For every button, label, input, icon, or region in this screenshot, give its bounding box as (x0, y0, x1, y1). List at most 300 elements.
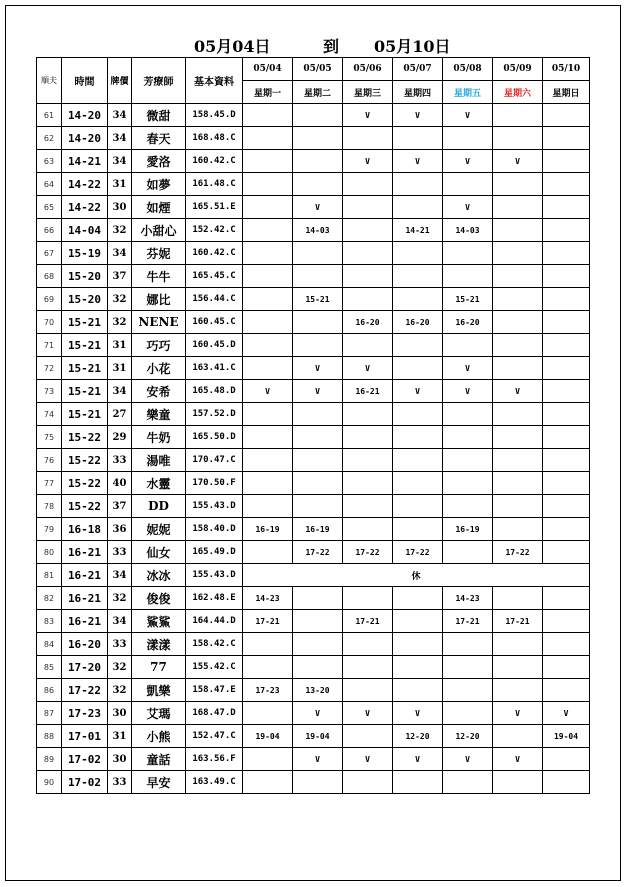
row-tag: 34 (108, 564, 132, 587)
row-info: 158.40.D (186, 518, 243, 541)
table-row (37, 357, 590, 380)
day-cell (443, 265, 493, 288)
day-cell (493, 127, 543, 150)
day-cell: V (543, 702, 590, 725)
day-cell (543, 449, 590, 472)
row-info: 158.42.C (186, 633, 243, 656)
day-cell (493, 449, 543, 472)
day-cell (493, 311, 543, 334)
row-number: 82 (37, 587, 62, 610)
row-time: 15-20 (62, 265, 108, 288)
day-cell: 17-22 (393, 541, 443, 564)
day-cell (343, 656, 393, 679)
day-cell (443, 679, 493, 702)
day-cell: V (343, 357, 393, 380)
day-cell (543, 357, 590, 380)
row-time: 15-20 (62, 288, 108, 311)
table-row (37, 472, 590, 495)
row-therapist-name: 小甜心 (132, 219, 186, 242)
row-therapist-name: DD (132, 495, 186, 518)
row-tag: 32 (108, 679, 132, 702)
day-cell (343, 219, 393, 242)
table-row (37, 403, 590, 426)
day-cell (493, 334, 543, 357)
day-cell (543, 495, 590, 518)
day-cell (293, 311, 343, 334)
row-number: 83 (37, 610, 62, 633)
day-cell (443, 426, 493, 449)
day-cell (493, 196, 543, 219)
day-cell (243, 472, 293, 495)
row-tag: 33 (108, 771, 132, 794)
day-cell: V (443, 380, 493, 403)
day-cell (493, 426, 543, 449)
day-cell: 17-23 (243, 679, 293, 702)
row-time: 14-04 (62, 219, 108, 242)
header-weekday: 星期五 (443, 81, 493, 104)
table-row (37, 748, 590, 771)
row-info: 156.44.C (186, 288, 243, 311)
day-cell: V (343, 104, 393, 127)
row-tag: 33 (108, 541, 132, 564)
header-weekday: 星期二 (293, 81, 343, 104)
row-number: 87 (37, 702, 62, 725)
row-info: 163.49.C (186, 771, 243, 794)
day-cell (493, 518, 543, 541)
day-cell: V (443, 357, 493, 380)
row-therapist-name: 樂童 (132, 403, 186, 426)
row-therapist-name: 牛牛 (132, 265, 186, 288)
row-therapist-name: 春天 (132, 127, 186, 150)
day-cell (443, 702, 493, 725)
row-therapist-name: NENE (132, 311, 186, 334)
row-info: 160.45.D (186, 334, 243, 357)
header-weekday: 星期六 (493, 81, 543, 104)
day-cell (293, 426, 343, 449)
day-cell: 19-04 (293, 725, 343, 748)
day-cell: V (493, 748, 543, 771)
day-cell (543, 518, 590, 541)
row-therapist-name: 湯唯 (132, 449, 186, 472)
day-cell (343, 196, 393, 219)
day-cell: V (393, 380, 443, 403)
row-tag: 37 (108, 495, 132, 518)
row-number: 78 (37, 495, 62, 518)
day-cell (343, 403, 393, 426)
row-therapist-name: 小熊 (132, 725, 186, 748)
day-cell: V (493, 380, 543, 403)
day-cell: 14-23 (243, 587, 293, 610)
row-time: 17-23 (62, 702, 108, 725)
table-row (37, 610, 590, 633)
day-cell: V (343, 748, 393, 771)
row-info: 155.43.D (186, 495, 243, 518)
row-therapist-name: 早安 (132, 771, 186, 794)
table-row (37, 656, 590, 679)
row-time: 17-02 (62, 771, 108, 794)
day-cell (493, 472, 543, 495)
row-rest-note: 休 (243, 564, 590, 587)
day-cell (393, 656, 443, 679)
day-cell (243, 242, 293, 265)
table-row (37, 242, 590, 265)
row-number: 79 (37, 518, 62, 541)
row-info: 168.47.D (186, 702, 243, 725)
row-time: 16-21 (62, 564, 108, 587)
day-cell: V (293, 357, 343, 380)
row-therapist-name: 安希 (132, 380, 186, 403)
day-cell: 17-21 (243, 610, 293, 633)
header-seq: 順夫 (37, 58, 62, 104)
row-therapist-name: 童話 (132, 748, 186, 771)
header-date: 05/05 (293, 58, 343, 81)
day-cell (393, 679, 443, 702)
day-cell (293, 633, 343, 656)
day-cell (243, 449, 293, 472)
day-cell (243, 311, 293, 334)
row-info: 152.42.C (186, 219, 243, 242)
row-info: 170.50.F (186, 472, 243, 495)
day-cell (343, 242, 393, 265)
day-cell: 19-04 (243, 725, 293, 748)
day-cell (243, 288, 293, 311)
header-tag: 牌價 (108, 58, 132, 104)
row-tag: 30 (108, 702, 132, 725)
row-info: 158.47.E (186, 679, 243, 702)
row-info: 155.42.C (186, 656, 243, 679)
row-number: 76 (37, 449, 62, 472)
table-row (37, 173, 590, 196)
row-time: 15-21 (62, 334, 108, 357)
row-time: 14-21 (62, 150, 108, 173)
day-cell (443, 127, 493, 150)
row-tag: 31 (108, 334, 132, 357)
day-cell (243, 357, 293, 380)
row-number: 86 (37, 679, 62, 702)
day-cell (293, 150, 343, 173)
schedule-body (37, 104, 590, 794)
row-time: 14-22 (62, 196, 108, 219)
row-time: 15-22 (62, 495, 108, 518)
day-cell (443, 403, 493, 426)
row-tag: 31 (108, 357, 132, 380)
row-tag: 27 (108, 403, 132, 426)
row-info: 165.49.D (186, 541, 243, 564)
day-cell (343, 426, 393, 449)
row-therapist-name: 芬妮 (132, 242, 186, 265)
row-tag: 34 (108, 242, 132, 265)
row-tag: 34 (108, 380, 132, 403)
day-cell (543, 380, 590, 403)
day-cell: V (293, 380, 343, 403)
row-info: 163.56.F (186, 748, 243, 771)
day-cell (393, 173, 443, 196)
day-cell (543, 771, 590, 794)
row-tag: 33 (108, 633, 132, 656)
day-cell (393, 518, 443, 541)
day-cell: V (393, 702, 443, 725)
day-cell (543, 219, 590, 242)
row-number: 84 (37, 633, 62, 656)
day-cell (443, 633, 493, 656)
day-cell (243, 748, 293, 771)
day-cell (393, 426, 443, 449)
day-cell (393, 127, 443, 150)
row-number: 71 (37, 334, 62, 357)
table-row (37, 725, 590, 748)
row-therapist-name: 如煙 (132, 196, 186, 219)
day-cell: 12-20 (393, 725, 443, 748)
day-cell (343, 633, 393, 656)
day-cell (293, 449, 343, 472)
row-time: 17-20 (62, 656, 108, 679)
row-number: 64 (37, 173, 62, 196)
row-time: 17-22 (62, 679, 108, 702)
table-row (37, 311, 590, 334)
day-cell (543, 541, 590, 564)
row-info: 152.47.C (186, 725, 243, 748)
row-therapist-name: 妮妮 (132, 518, 186, 541)
day-cell: 13-20 (293, 679, 343, 702)
day-cell (393, 771, 443, 794)
row-therapist-name: 娜比 (132, 288, 186, 311)
row-time: 15-22 (62, 472, 108, 495)
day-cell (293, 127, 343, 150)
day-cell (243, 403, 293, 426)
day-cell (543, 265, 590, 288)
row-time: 15-21 (62, 311, 108, 334)
row-number: 61 (37, 104, 62, 127)
table-row (37, 679, 590, 702)
day-cell (443, 242, 493, 265)
row-number: 74 (37, 403, 62, 426)
table-row (37, 702, 590, 725)
header-weekday: 星期三 (343, 81, 393, 104)
table-row (37, 104, 590, 127)
row-therapist-name: 冰冰 (132, 564, 186, 587)
title-start-date: 05月04日 (194, 37, 271, 56)
row-info: 162.48.E (186, 587, 243, 610)
day-cell: V (293, 702, 343, 725)
table-row (37, 587, 590, 610)
day-cell (543, 748, 590, 771)
row-number: 75 (37, 426, 62, 449)
day-cell (243, 426, 293, 449)
row-info: 165.45.C (186, 265, 243, 288)
row-tag: 29 (108, 426, 132, 449)
day-cell: V (293, 748, 343, 771)
day-cell (443, 449, 493, 472)
day-cell (543, 403, 590, 426)
day-cell (443, 771, 493, 794)
day-cell: V (243, 380, 293, 403)
day-cell: 14-21 (393, 219, 443, 242)
day-cell: V (343, 702, 393, 725)
day-cell (243, 219, 293, 242)
day-cell: V (443, 748, 493, 771)
day-cell (343, 587, 393, 610)
day-cell (393, 449, 443, 472)
day-cell (493, 403, 543, 426)
day-cell (493, 173, 543, 196)
day-cell: V (393, 150, 443, 173)
table-row (37, 127, 590, 150)
row-tag: 34 (108, 127, 132, 150)
row-tag: 31 (108, 725, 132, 748)
day-cell: V (443, 104, 493, 127)
row-time: 15-21 (62, 380, 108, 403)
day-cell (543, 104, 590, 127)
table-row (37, 771, 590, 794)
row-therapist-name: 俊俊 (132, 587, 186, 610)
day-cell (293, 242, 343, 265)
day-cell (293, 587, 343, 610)
row-therapist-name: 鯊鯊 (132, 610, 186, 633)
table-row (37, 288, 590, 311)
day-cell (243, 656, 293, 679)
day-cell (393, 196, 443, 219)
day-cell (243, 495, 293, 518)
day-cell (443, 656, 493, 679)
row-info: 158.45.D (186, 104, 243, 127)
row-time: 16-21 (62, 610, 108, 633)
table-row (37, 564, 590, 587)
day-cell (543, 127, 590, 150)
row-info: 163.41.C (186, 357, 243, 380)
row-info: 160.42.C (186, 242, 243, 265)
row-number: 80 (37, 541, 62, 564)
row-tag: 33 (108, 449, 132, 472)
row-therapist-name: 小花 (132, 357, 186, 380)
day-cell (393, 357, 443, 380)
day-cell (293, 610, 343, 633)
day-cell: V (393, 104, 443, 127)
day-cell (393, 610, 443, 633)
day-cell: V (293, 196, 343, 219)
day-cell: 16-19 (443, 518, 493, 541)
row-time: 15-21 (62, 357, 108, 380)
row-time: 15-22 (62, 426, 108, 449)
row-tag: 32 (108, 656, 132, 679)
day-cell (543, 311, 590, 334)
day-cell: 16-20 (393, 311, 443, 334)
day-cell: 14-23 (443, 587, 493, 610)
row-number: 67 (37, 242, 62, 265)
row-therapist-name: 漾漾 (132, 633, 186, 656)
row-tag: 36 (108, 518, 132, 541)
row-number: 90 (37, 771, 62, 794)
day-cell (243, 334, 293, 357)
day-cell (293, 104, 343, 127)
day-cell: 15-21 (293, 288, 343, 311)
day-cell (543, 150, 590, 173)
row-tag: 34 (108, 610, 132, 633)
day-cell (343, 288, 393, 311)
table-row (37, 219, 590, 242)
day-cell (293, 495, 343, 518)
row-time: 14-22 (62, 173, 108, 196)
row-tag: 40 (108, 472, 132, 495)
table-row (37, 334, 590, 357)
row-therapist-name: 艾瑪 (132, 702, 186, 725)
row-time: 15-19 (62, 242, 108, 265)
row-time: 17-02 (62, 748, 108, 771)
day-cell: 17-21 (343, 610, 393, 633)
day-cell (443, 334, 493, 357)
day-cell: 16-21 (343, 380, 393, 403)
day-cell: V (393, 748, 443, 771)
day-cell: 12-20 (443, 725, 493, 748)
title-to: 到 (323, 37, 340, 56)
row-number: 72 (37, 357, 62, 380)
day-cell (393, 587, 443, 610)
row-therapist-name: 牛奶 (132, 426, 186, 449)
day-cell (243, 127, 293, 150)
day-cell (293, 472, 343, 495)
row-info: 160.45.C (186, 311, 243, 334)
day-cell: 15-21 (443, 288, 493, 311)
table-row (37, 495, 590, 518)
row-info: 165.50.D (186, 426, 243, 449)
day-cell (243, 196, 293, 219)
day-cell: 17-21 (443, 610, 493, 633)
day-cell (543, 334, 590, 357)
row-time: 16-21 (62, 587, 108, 610)
row-tag: 30 (108, 748, 132, 771)
row-time: 16-18 (62, 518, 108, 541)
day-cell (243, 173, 293, 196)
day-cell (543, 587, 590, 610)
day-cell (493, 587, 543, 610)
day-cell: 14-03 (443, 219, 493, 242)
header-weekday: 星期日 (543, 81, 590, 104)
row-number: 81 (37, 564, 62, 587)
day-cell (293, 173, 343, 196)
day-cell (393, 265, 443, 288)
row-info: 168.48.C (186, 127, 243, 150)
day-cell (293, 334, 343, 357)
header-date: 05/06 (343, 58, 393, 81)
day-cell (343, 334, 393, 357)
row-tag: 30 (108, 196, 132, 219)
day-cell: V (493, 702, 543, 725)
day-cell (443, 472, 493, 495)
header-row-dates (37, 58, 590, 81)
row-tag: 31 (108, 173, 132, 196)
day-cell (543, 472, 590, 495)
day-cell (393, 495, 443, 518)
day-cell (393, 334, 443, 357)
row-info: 170.47.C (186, 449, 243, 472)
table-row (37, 426, 590, 449)
row-number: 85 (37, 656, 62, 679)
table-row (37, 633, 590, 656)
row-tag: 32 (108, 311, 132, 334)
day-cell (543, 679, 590, 702)
title-end-date: 05月10日 (374, 37, 451, 56)
day-cell (343, 127, 393, 150)
day-cell (543, 196, 590, 219)
day-cell (343, 679, 393, 702)
day-cell (293, 265, 343, 288)
day-cell: 17-22 (293, 541, 343, 564)
day-cell (493, 242, 543, 265)
row-number: 77 (37, 472, 62, 495)
day-cell: 16-19 (243, 518, 293, 541)
day-cell: V (443, 196, 493, 219)
row-number: 62 (37, 127, 62, 150)
row-therapist-name: 巧巧 (132, 334, 186, 357)
